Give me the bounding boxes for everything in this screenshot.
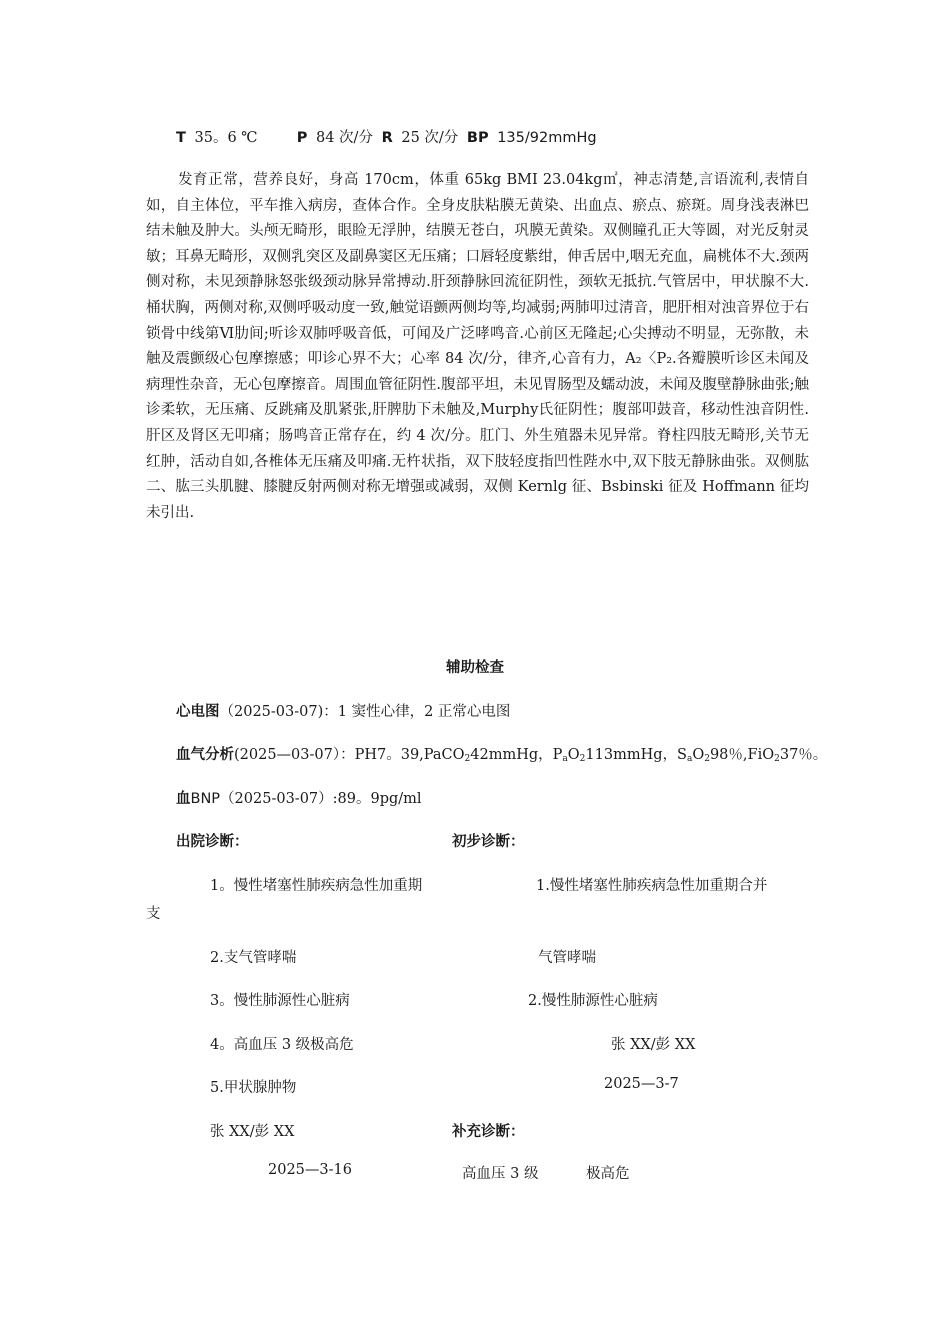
abg-text: 98％,FiO bbox=[709, 747, 775, 763]
resp-value: 25 次/分 bbox=[401, 130, 459, 146]
discharge-item-5: 5.甲状腺肿物 bbox=[210, 1080, 297, 1096]
abg-text: (2025—03-07）：PH7。39,PaCO bbox=[234, 747, 465, 763]
discharge-date: 2025—3-16 bbox=[268, 1162, 352, 1178]
bnp-text: （2025-03-07）:89。9pg/ml bbox=[220, 791, 422, 807]
initial-item-2: 气管哮喘 bbox=[538, 950, 596, 966]
abg-sub: a bbox=[686, 754, 693, 764]
abg-text: 42mmHg，P bbox=[470, 747, 563, 763]
aux-exam-heading: 辅助检查 bbox=[446, 660, 504, 676]
initial-item-3: 2.慢性肺源性心脏病 bbox=[528, 993, 658, 1009]
abg-text: 37％。 bbox=[779, 747, 828, 763]
physical-exam-paragraph: 发育正常，营养良好，身高 170cm，体重 65kg BMI 23.04kg㎡，神志清楚,言语流利,表情自如，自主体位，平车推入病房，查体合作。全身皮肤粘膜无黄染、出血点、瘀点、瘀斑。周身浅表淋巴结未触及肿大。头颅无畸形，眼睑无浮肿，结膜无苍白，巩膜无黄染。双侧瞳孔正大等圆，对光反射灵敏；耳鼻无畸形，双侧乳突区及副鼻窦区无压痛；口唇轻度紫绀，伸舌居中,咽无充血，扁桃体不大.颈两侧对称，未见颈静脉怒张级颈动脉异常搏动.肝颈静脉回流征阴性，颈软无抵抗.气管居中，甲状腺不大.桶状胸，两侧对称,双侧呼吸动度一致,触觉语颤两侧均等,均减弱;两肺叩过清音，肥肝相对浊音界位于右锁骨中线第Ⅵ肋间;听诊双肺呼吸音低，可闻及广泛哮鸣音.心前区无隆起;心尖搏动不明显，无弥散，未触及震颤级心包摩擦感；叩诊心界不大；心率 84 次/分，律齐,心音有力，A₂〈P₂.各瓣膜听诊区未闻及病理性杂音，无心包摩擦音。周围血管征阴性.腹部平坦，未见胃肠型及蠕动波，未闻及腹壁静脉曲张;触诊柔软，无压痛、反跳痛及肌紧张,肝脾肋下未触及,Murphy氏征阴性；腹部叩鼓音，移动性浊音阴性.肝区及肾区无叩痛；肠鸣音正常存在，约 4 次/分。肛门、外生殖器未见异常。脊柱四肢无畸形,关节无红肿，活动自如,各椎体无压痛及叩痛.无杵状指，双下肢轻度指凹性陛水中,双下肢无静脉曲张。双侧肱二、肱三头肌腱、膝腱反射两侧对称无增强或减弱，双侧 Kernlg 征、Bsbinski 征及 Hoffmann 征均未引出. bbox=[146, 172, 809, 521]
temp-value: 35。6 ℃ bbox=[194, 130, 258, 146]
discharge-item-2: 2.支气管哮喘 bbox=[210, 950, 297, 966]
supplement-item-b: 极高危 bbox=[586, 1166, 630, 1182]
ecg-line bbox=[176, 700, 510, 721]
initial-item-1: 1.慢性堵塞性肺疾病急性加重期合并 bbox=[536, 878, 768, 894]
supplement-item-a: 高血压 3 级 bbox=[462, 1166, 539, 1182]
ecg-label: 心电图 bbox=[176, 704, 220, 720]
abg-sub: 2 bbox=[704, 754, 710, 764]
abg-text: O bbox=[567, 747, 580, 763]
abg-label: 血气分析 bbox=[176, 747, 234, 763]
pulse-value: 84 次/分 bbox=[316, 130, 373, 146]
bp-value: 135/92mmHg bbox=[497, 130, 597, 146]
supplement-diagnosis-label: 补充诊断： bbox=[452, 1124, 525, 1140]
abg-text: O bbox=[692, 747, 705, 763]
abg-line bbox=[176, 743, 827, 764]
discharge-doctor: 张 XX/彭 XX bbox=[210, 1124, 295, 1140]
bnp-line bbox=[176, 787, 422, 808]
initial-item-1-wrap: 支 bbox=[146, 906, 161, 922]
ecg-text: （2025-03-07)：1 窦性心律，2 正常心电图 bbox=[219, 704, 511, 720]
discharge-item-3: 3。慢性肺源性心脏病 bbox=[210, 993, 350, 1009]
abg-sub: 2 bbox=[774, 754, 780, 764]
initial-date: 2025—3-7 bbox=[604, 1076, 679, 1092]
abg-sub: 2 bbox=[464, 754, 471, 764]
temp-label: T bbox=[176, 130, 186, 146]
abg-sub: 2 bbox=[579, 754, 586, 764]
bnp-label-b: BNP bbox=[190, 791, 221, 807]
bnp-label-a: 血 bbox=[176, 791, 191, 807]
bp-label: BP bbox=[466, 130, 489, 146]
abg-text: 113mmHg，S bbox=[585, 747, 687, 763]
pulse-label: P bbox=[296, 130, 308, 146]
abg-sub: a bbox=[562, 754, 568, 764]
discharge-diagnosis-label: 出院诊断： bbox=[176, 834, 249, 850]
initial-diagnosis-label: 初步诊断： bbox=[452, 834, 525, 850]
vital-signs bbox=[176, 126, 601, 147]
discharge-item-1: 1。慢性堵塞性肺疾病急性加重期 bbox=[210, 878, 423, 894]
discharge-item-4: 4。高血压 3 级极高危 bbox=[210, 1037, 354, 1053]
resp-label: R bbox=[381, 130, 393, 146]
initial-doctor: 张 XX/彭 XX bbox=[611, 1037, 696, 1053]
